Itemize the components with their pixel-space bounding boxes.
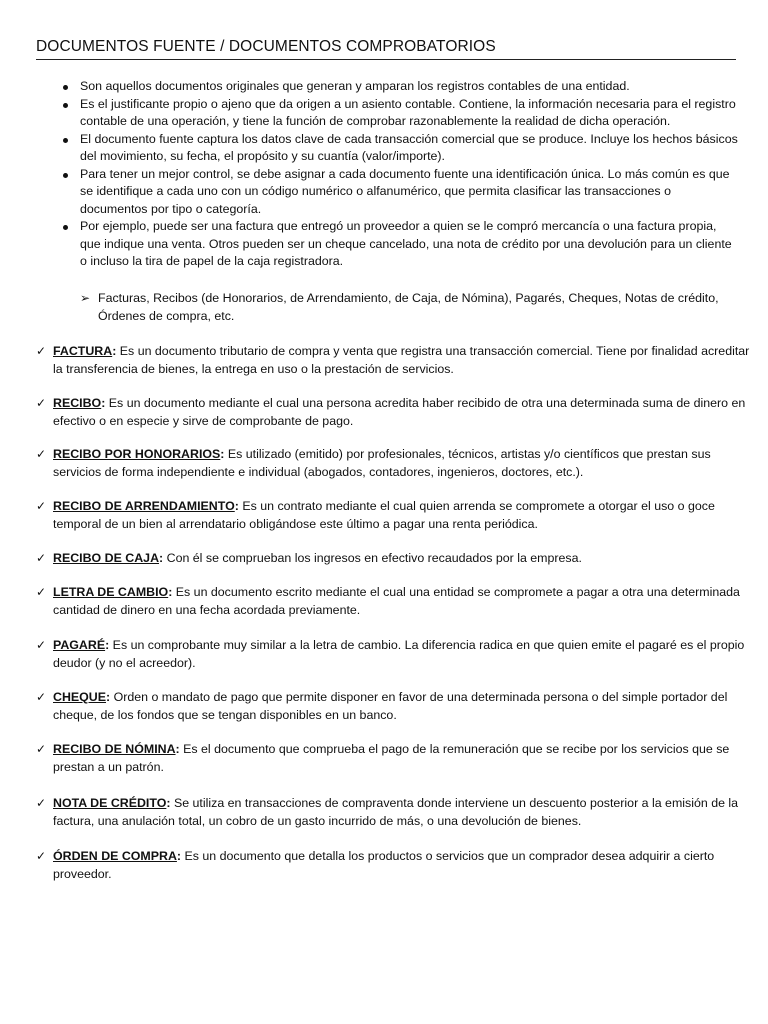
definition-recibo-de-nomina bbox=[36, 741, 757, 776]
checkmark-icon: ✓ bbox=[36, 638, 47, 652]
title-underline bbox=[36, 59, 736, 60]
term-colon: : bbox=[168, 585, 173, 599]
term-colon: : bbox=[220, 447, 225, 461]
term-colon: : bbox=[105, 638, 110, 652]
term-colon: : bbox=[101, 396, 106, 410]
bullet-dot-icon bbox=[63, 138, 68, 143]
bullet-dot-icon bbox=[63, 173, 68, 178]
term-colon: : bbox=[159, 551, 164, 565]
term-colon: : bbox=[166, 796, 171, 810]
checkmark-icon: ✓ bbox=[36, 796, 47, 810]
intro-bullet-list bbox=[62, 78, 738, 271]
checkmark-icon: ✓ bbox=[36, 849, 47, 863]
bullet-dot-icon bbox=[63, 103, 68, 108]
definition-text: Es un comprobante muy similar a la letra de cambio. La diferencia radica en que quien emite el pagaré es el propio deudor (y no el acreedor). bbox=[53, 638, 745, 670]
term-colon: : bbox=[176, 849, 182, 863]
intro-bullet-text: Es el justificante propio o ajeno que da origen a un asiento contable. Contiene, la información necesaria para el registro contable de una operación, y tiene la función de comprobar razonablemente la realidad de dicha operación. bbox=[80, 96, 736, 128]
definition-text: Es un documento tributario de compra y venta que registra una transacción comercial. Tiene por finalidad acreditar la transferencia de bienes, la entrega en uso o la prestación de servicios. bbox=[53, 344, 750, 376]
checkmark-icon: ✓ bbox=[36, 585, 47, 599]
checkmark-icon: ✓ bbox=[36, 447, 47, 461]
definition-term: PAGARÉ bbox=[53, 638, 106, 652]
checkmark-icon: ✓ bbox=[36, 551, 47, 565]
bullet-dot-icon bbox=[63, 225, 68, 230]
term-colon: : bbox=[112, 344, 117, 358]
checkmark-icon: ✓ bbox=[36, 690, 47, 704]
definition-recibo-de-caja bbox=[36, 550, 757, 568]
definition-nota-de-credito bbox=[36, 795, 757, 830]
intro-bullet bbox=[62, 78, 738, 96]
intro-bullet-text: Son aquellos documentos originales que generan y amparan los registros contables de una entidad. bbox=[80, 79, 630, 93]
term-colon: : bbox=[234, 499, 239, 513]
definition-term: ÓRDEN DE COMPRA bbox=[53, 849, 177, 863]
definition-letra-de-cambio bbox=[36, 584, 757, 619]
bullet-dot-icon bbox=[63, 85, 68, 90]
definition-text: Se utiliza en transacciones de compraventa donde interviene un descuento posterior a la emisión de la factura, una anulación total, un cobro de un gasto incurrido de más, o una devolución de bienes. bbox=[53, 796, 739, 828]
definition-factura bbox=[36, 343, 757, 378]
checkmark-icon: ✓ bbox=[36, 742, 47, 756]
intro-bullet-text: Por ejemplo, puede ser una factura que entregó un proveedor a quien se le compró mercancía o una factura propia, que indique una venta. Otros pueden ser un cheque cancelado, una nota de crédito por una devolución para un cliente o incluso la tira de papel de la caja registradora. bbox=[80, 219, 732, 268]
checkmark-icon: ✓ bbox=[36, 344, 47, 358]
definition-recibo bbox=[36, 395, 757, 430]
definition-term: RECIBO DE CAJA bbox=[53, 551, 160, 565]
definition-text: Es un documento escrito mediante el cual una entidad se compromete a pagar a otra una determinada cantidad de dinero en una fecha acordada previamente. bbox=[53, 585, 740, 617]
definition-term: RECIBO DE ARRENDAMIENTO bbox=[53, 499, 235, 513]
page-title: DOCUMENTOS FUENTE / DOCUMENTOS COMPROBATORIOS bbox=[36, 38, 496, 55]
definition-term: NOTA DE CRÉDITO bbox=[53, 796, 167, 810]
definition-term: LETRA DE CAMBIO bbox=[53, 585, 169, 599]
definition-text: Es utilizado (emitido) por profesionales, técnicos, artistas y/o científicos que prestan sus servicios de forma independiente e individual (abogados, contadores, ingenieros, doctores, etc.). bbox=[53, 447, 711, 479]
intro-bullet-text: El documento fuente captura los datos clave de cada transacción comercial que se produce. Incluye los hechos básicos del movimiento, su fecha, el propósito y su cuantía (valor/importe). bbox=[80, 131, 738, 163]
examples-text: Facturas, Recibos (de Honorarios, de Arrendamiento, de Caja, de Nómina), Pagarés, Cheques, Notas de crédito, Órdenes de compra, etc. bbox=[98, 291, 719, 323]
definition-pagare bbox=[36, 637, 757, 672]
definition-text: Orden o mandato de pago que permite disponer en favor de una determinada persona o del simple portador del cheque, de los fondos que se tengan disponibles en un banco. bbox=[53, 690, 728, 722]
definition-term: RECIBO DE NÓMINA bbox=[53, 742, 176, 756]
definition-text: Es un contrato mediante el cual quien arrenda se compromete a otorgar el uso o goce temporal de un bien al arrendatario obligándose este último a pagar una renta periódica. bbox=[53, 499, 715, 531]
intro-bullet bbox=[62, 218, 738, 271]
definition-text: Con él se comprueban los ingresos en efectivo recaudados por la empresa. bbox=[163, 551, 582, 565]
intro-bullet bbox=[62, 96, 738, 131]
intro-bullet bbox=[62, 131, 738, 166]
definition-recibo-de-arrendamiento bbox=[36, 498, 757, 533]
examples-item bbox=[80, 290, 758, 325]
checkmark-icon: ✓ bbox=[36, 499, 47, 513]
intro-bullet-text: Para tener un mejor control, se debe asignar a cada documento fuente una identificación única. Lo más común es que se identifique a cada uno con un código numérico o alfanumérico, que permita clasificar las transacciones o documentos por tipo o categoría. bbox=[80, 166, 730, 216]
definition-text: Es el documento que comprueba el pago de la remuneración que se recibe por los servicios que se prestan a un patrón. bbox=[53, 742, 730, 774]
definition-term: RECIBO POR HONORARIOS bbox=[53, 447, 221, 461]
definition-term: CHEQUE bbox=[53, 690, 107, 704]
definition-orden-de-compra bbox=[36, 848, 757, 883]
definition-text: Es un documento que detalla los productos o servicios que un comprador desea adquirir a cierto proveedor. bbox=[53, 849, 715, 881]
intro-bullet bbox=[62, 166, 738, 219]
checkmark-icon: ✓ bbox=[36, 396, 47, 410]
definition-term: RECIBO bbox=[53, 396, 102, 410]
arrow-bullet-icon: ➢ bbox=[80, 291, 91, 305]
definition-term: FACTURA bbox=[53, 344, 113, 358]
definition-recibo-por-honorarios bbox=[36, 446, 757, 481]
term-colon: : bbox=[175, 742, 180, 756]
definition-cheque bbox=[36, 689, 757, 724]
definition-text: Es un documento mediante el cual una persona acredita haber recibido de otra una determinada suma de dinero en efectivo o en especie y sirve de comprobante de pago. bbox=[53, 396, 746, 428]
term-colon: : bbox=[106, 690, 111, 704]
